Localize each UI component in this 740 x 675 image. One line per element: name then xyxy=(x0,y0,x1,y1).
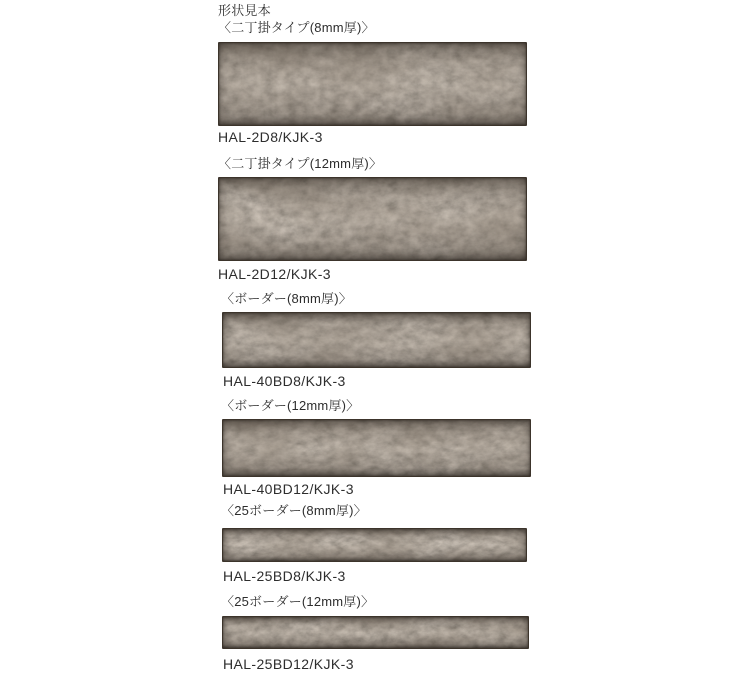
product-code: HAL-25BD12/KJK-3 xyxy=(223,656,354,672)
product-code: HAL-2D12/KJK-3 xyxy=(218,266,331,282)
shape-type-label: 〈二丁掛タイプ(8mm厚)〉 xyxy=(218,20,375,35)
product-code: HAL-40BD8/KJK-3 xyxy=(223,373,346,389)
product-code: HAL-40BD12/KJK-3 xyxy=(223,481,354,497)
shape-type-label: 〈二丁掛タイプ(12mm厚)〉 xyxy=(218,156,383,171)
tile-sample-photo-hal-25bd12 xyxy=(222,616,529,649)
shape-type-label: 〈25ボーダー(12mm厚)〉 xyxy=(221,594,375,609)
tile-texture xyxy=(223,617,528,648)
tile-texture xyxy=(223,420,530,476)
tile-sample-photo-hal-40bd12 xyxy=(222,419,531,477)
tile-texture xyxy=(223,529,526,561)
tile-texture xyxy=(223,313,530,367)
tile-texture xyxy=(219,43,526,125)
shape-type-label: 〈ボーダー(12mm厚)〉 xyxy=(221,398,360,413)
product-code: HAL-2D8/KJK-3 xyxy=(218,129,323,145)
page-title: 形状見本 xyxy=(218,3,271,18)
tile-sample-photo-hal-2d12 xyxy=(218,177,527,261)
tile-sample-photo-hal-2d8 xyxy=(218,42,527,126)
product-code: HAL-25BD8/KJK-3 xyxy=(223,568,346,584)
tile-texture xyxy=(219,178,526,260)
shape-type-label: 〈ボーダー(8mm厚)〉 xyxy=(221,291,352,306)
shape-type-label: 〈25ボーダー(8mm厚)〉 xyxy=(221,503,367,518)
tile-sample-photo-hal-25bd8 xyxy=(222,528,527,562)
tile-sample-photo-hal-40bd8 xyxy=(222,312,531,368)
